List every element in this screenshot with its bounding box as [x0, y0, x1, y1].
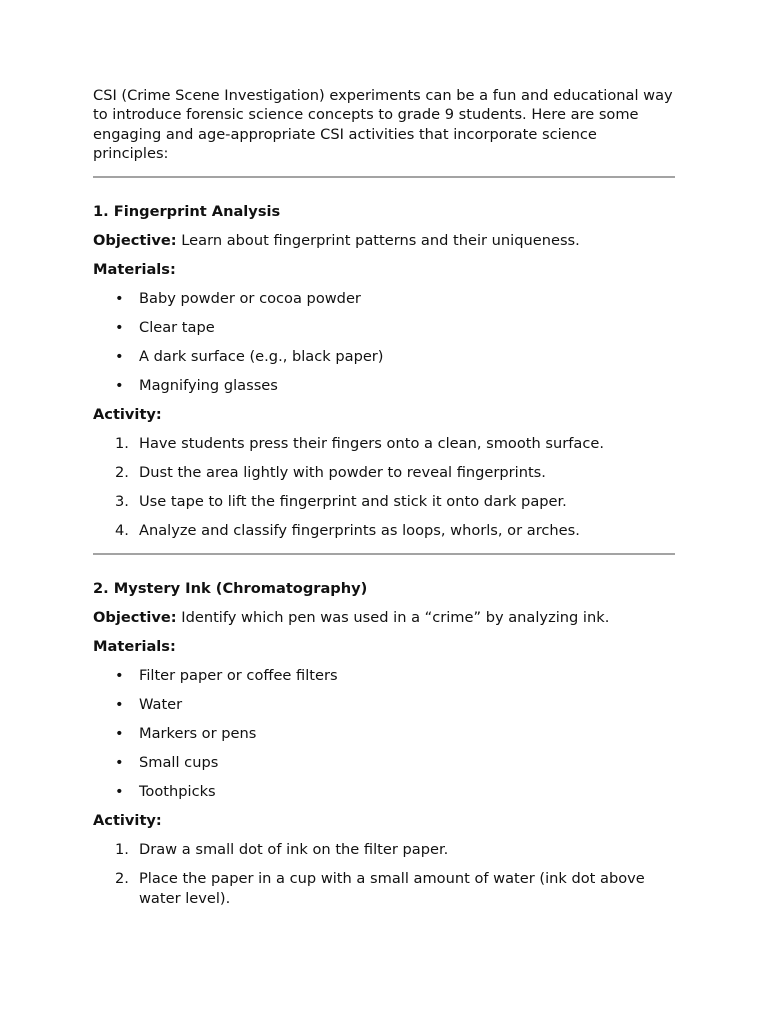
materials-heading: Materials: — [93, 260, 176, 278]
list-item-text: Baby powder or cocoa powder — [139, 290, 361, 308]
step-number: 3. — [115, 493, 129, 511]
step-item — [93, 869, 675, 908]
step-text: Have students press their fingers onto a clean, smooth surface. — [139, 435, 604, 453]
intro-paragraph: CSI (Crime Scene Investigation) experiments can be a fun and educational way to introduce forensic science concepts to grade 9 students. Here are some engaging and age-appropriate CSI activities that incorporate science principles: — [93, 87, 673, 163]
section-title: 2. Mystery Ink (Chromatography) — [93, 579, 368, 597]
step-number: 1. — [115, 435, 129, 453]
list-item — [93, 376, 675, 396]
objective-label: Objective: — [93, 608, 177, 626]
section-fingerprint-analysis — [93, 202, 675, 555]
materials-list — [93, 289, 675, 396]
divider — [93, 176, 675, 178]
objective-label: Objective: — [93, 231, 177, 249]
section-title: 1. Fingerprint Analysis — [93, 202, 281, 220]
step-number: 2. — [115, 870, 129, 888]
objective-line — [93, 231, 675, 251]
bullet: • — [115, 667, 124, 685]
step-item — [93, 434, 675, 454]
step-number: 2. — [115, 464, 129, 482]
materials-list — [93, 666, 675, 802]
list-item — [93, 753, 675, 773]
step-number: 4. — [115, 522, 129, 540]
list-item — [93, 318, 675, 338]
list-item — [93, 782, 675, 802]
bullet: • — [115, 783, 124, 801]
objective-text: Learn about fingerprint patterns and their uniqueness. — [181, 231, 580, 249]
activity-steps — [93, 840, 675, 908]
list-item-text: Small cups — [139, 754, 219, 772]
document-page — [93, 86, 675, 908]
objective-text: Identify which pen was used in a “crime” by analyzing ink. — [181, 608, 610, 626]
activity-heading: Activity: — [93, 405, 162, 423]
step-item — [93, 840, 675, 860]
objective-line — [93, 608, 675, 628]
list-item — [93, 695, 675, 715]
divider — [93, 553, 675, 555]
bullet: • — [115, 319, 124, 337]
step-item — [93, 463, 675, 483]
list-item-text: Filter paper or coffee filters — [139, 667, 338, 685]
step-text: Use tape to lift the fingerprint and stick it onto dark paper. — [139, 493, 567, 511]
list-item — [93, 347, 675, 367]
bullet: • — [115, 725, 124, 743]
bullet: • — [115, 348, 124, 366]
step-item — [93, 521, 675, 541]
step-text: Dust the area lightly with powder to reveal fingerprints. — [139, 464, 546, 482]
list-item-text: Toothpicks — [139, 783, 216, 801]
bullet: • — [115, 377, 124, 395]
list-item — [93, 289, 675, 309]
list-item-text: Magnifying glasses — [139, 377, 278, 395]
list-item-text: A dark surface (e.g., black paper) — [139, 348, 384, 366]
materials-heading: Materials: — [93, 637, 176, 655]
step-text: Place the paper in a cup with a small amount of water (ink dot above water level). — [139, 870, 645, 907]
step-number: 1. — [115, 841, 129, 859]
activity-heading: Activity: — [93, 811, 162, 829]
step-text: Analyze and classify fingerprints as loops, whorls, or arches. — [139, 522, 580, 540]
activity-steps — [93, 434, 675, 541]
list-item-text: Water — [139, 696, 183, 714]
bullet: • — [115, 754, 124, 772]
list-item — [93, 666, 675, 686]
list-item — [93, 724, 675, 744]
step-text: Draw a small dot of ink on the filter paper. — [139, 841, 449, 859]
list-item-text: Markers or pens — [139, 725, 257, 743]
list-item-text: Clear tape — [139, 319, 215, 337]
bullet: • — [115, 290, 124, 308]
bullet: • — [115, 696, 124, 714]
section-mystery-ink — [93, 579, 675, 909]
step-item — [93, 492, 675, 512]
